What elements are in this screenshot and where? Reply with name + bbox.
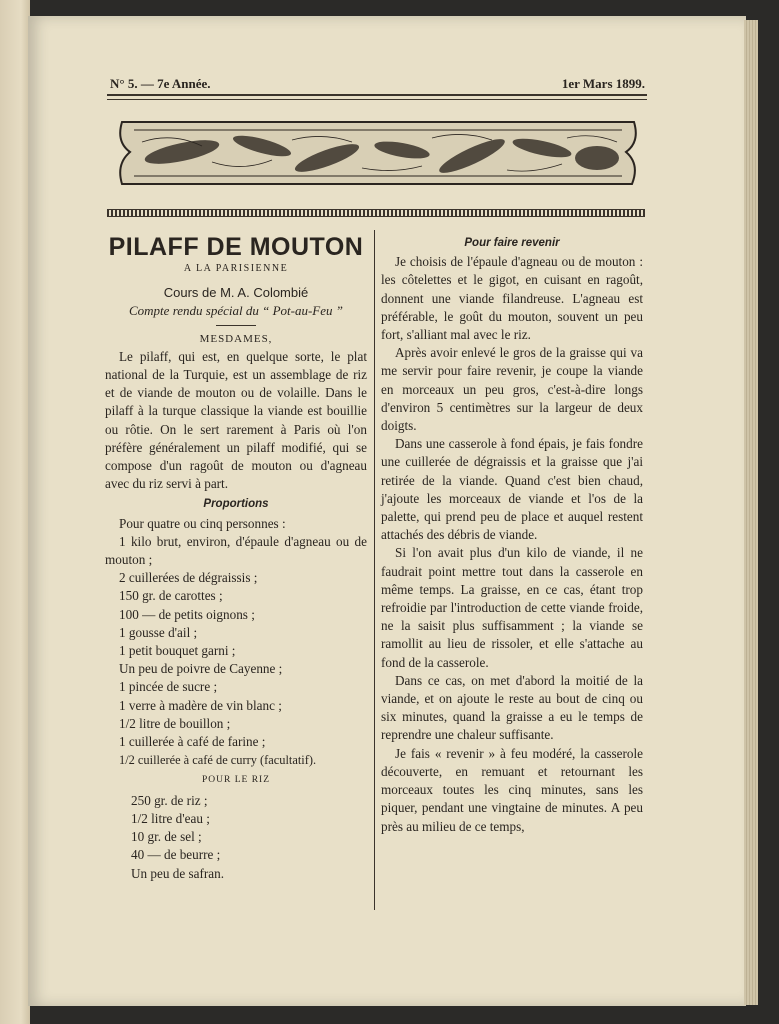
intro-paragraph: Le pilaff, qui est, en quelque sorte, le plat national de la Turquie, est un assemblage de riz et de viande de mouton ou de volaille. Dans le pilaff à la turque classique la viande est bouillie ou rôtie. On le sert rarement à Paris où l'on préfère généralement un pilaff modifié, qui se compose d'un ragoût de mouton ou d'agneau avec du riz servi à part. [105,348,367,492]
ingredient-item: Un peu de poivre de Cayenne ; [119,661,283,677]
ingredient-item: 1 verre à madère de vin blanc ; [119,697,282,713]
short-rule [216,325,256,326]
body-paragraph: Dans une casserole à fond épais, je fais fondre une cuillerée de dégraissis et la graisse que j'ai retirée de la viande. Quand c'est bien chaud, j'ajoute les morceaux de viande et l'os de la palette, qui prend peu de place et auquel restent attachés des débris de viande. [381,436,643,543]
ingredient-item: 1 kilo brut, environ, d'épaule d'agneau ou de mouton ; [105,533,367,568]
page-stack-edge [744,20,758,1005]
rice-item: 1/2 litre d'eau ; [131,810,210,826]
ingredient-item: 1 cuillerée à café de farine ; [119,734,266,750]
body-paragraph: Si l'on avait plus d'un kilo de viande, il ne faudrait point mettre tout dans la casserole en même temps. La graisse, en ce cas, étant trop refroidie par l'introduction de cette viande froide, ne la saisit plus suffisamment ; la viande se ramollit au lieu de rissoler, et elle s'attache au fond de la casserole. [381,545,643,670]
ingredient-item: 1 petit bouquet garni ; [119,643,236,659]
rice-item: 10 gr. de sel ; [131,829,202,845]
body-paragraph: Je fais « revenir » à feu modéré, la casserole découverte, en remuant et retournant les morceaux toutes les cinq minutes, sans les piquer, pendant une vingtaine de minutes. A peu près au milieu de ce temps, [381,745,643,834]
ingredient-item: 150 gr. de carottes ; [119,588,223,604]
ingredient-item: 1 gousse d'ail ; [119,624,198,640]
ingredient-item: 100 — de petits oignons ; [119,606,255,622]
body-paragraph: Dans ce cas, on met d'abord la moitié de la viande, et on ajoute le reste au bout de cinq ou six minutes, quand la graisse a eu le temps de reprendre une chaleur suffisante. [381,672,643,743]
rice-item: Un peu de safran. [131,865,225,881]
proportions-heading: Proportions [203,498,269,511]
rice-heading: POUR LE RIZ [202,775,270,786]
issue-date: 1er Mars 1899. [561,76,645,91]
column-divider [374,230,375,910]
fish-ornament-banner-icon [112,112,644,194]
article-title: PILAFF DE MOUTON [108,233,364,261]
left-column [105,228,367,883]
body-paragraph: Je choisis de l'épaule d'agneau ou de mouton : les côtelettes et le gigot, en cuisant en ragoût, donnent une viande filandreuse. L'agneau est préférable, le goût du mouton, souvent un peu fort, s'alliant mal avec le riz. [381,254,643,343]
salutation: MESDAMES, [199,332,273,345]
course-byline: Cours de M. A. Colombié [163,285,309,301]
ingredient-item: 1/2 litre de bouillon ; [119,715,231,731]
article-subtitle: A LA PARISIENNE [183,263,289,274]
book-left-page-edge [0,0,30,1024]
ingredient-item: 1 pincée de sucre ; [119,679,218,695]
rice-item: 250 gr. de riz ; [131,792,208,808]
ornamental-rule [107,209,645,217]
ingredient-item: 2 cuillerées de dégraissis ; [119,570,258,586]
header-rule [107,94,647,100]
right-column [381,232,643,836]
revenir-heading: Pour faire revenir [464,237,560,249]
issue-number: N° 5. — 7e Année. [110,76,211,91]
body-paragraph: Après avoir enlevé le gros de la graisse qui va me servir pour faire revenir, je coupe la viande en morceaux un peu gros, c'est-à-dire longs d'environ 5 centimètres sur la largeur de deux doigts. [381,345,643,434]
ingredient-item: 1/2 cuillerée à café de curry (facultatif). [119,753,317,768]
rice-item: 40 — de beurre ; [131,847,221,863]
report-credit: Compte rendu spécial du “ Pot-au-Feu ” [129,303,343,319]
proportions-intro: Pour quatre ou cinq personnes : [119,515,286,531]
